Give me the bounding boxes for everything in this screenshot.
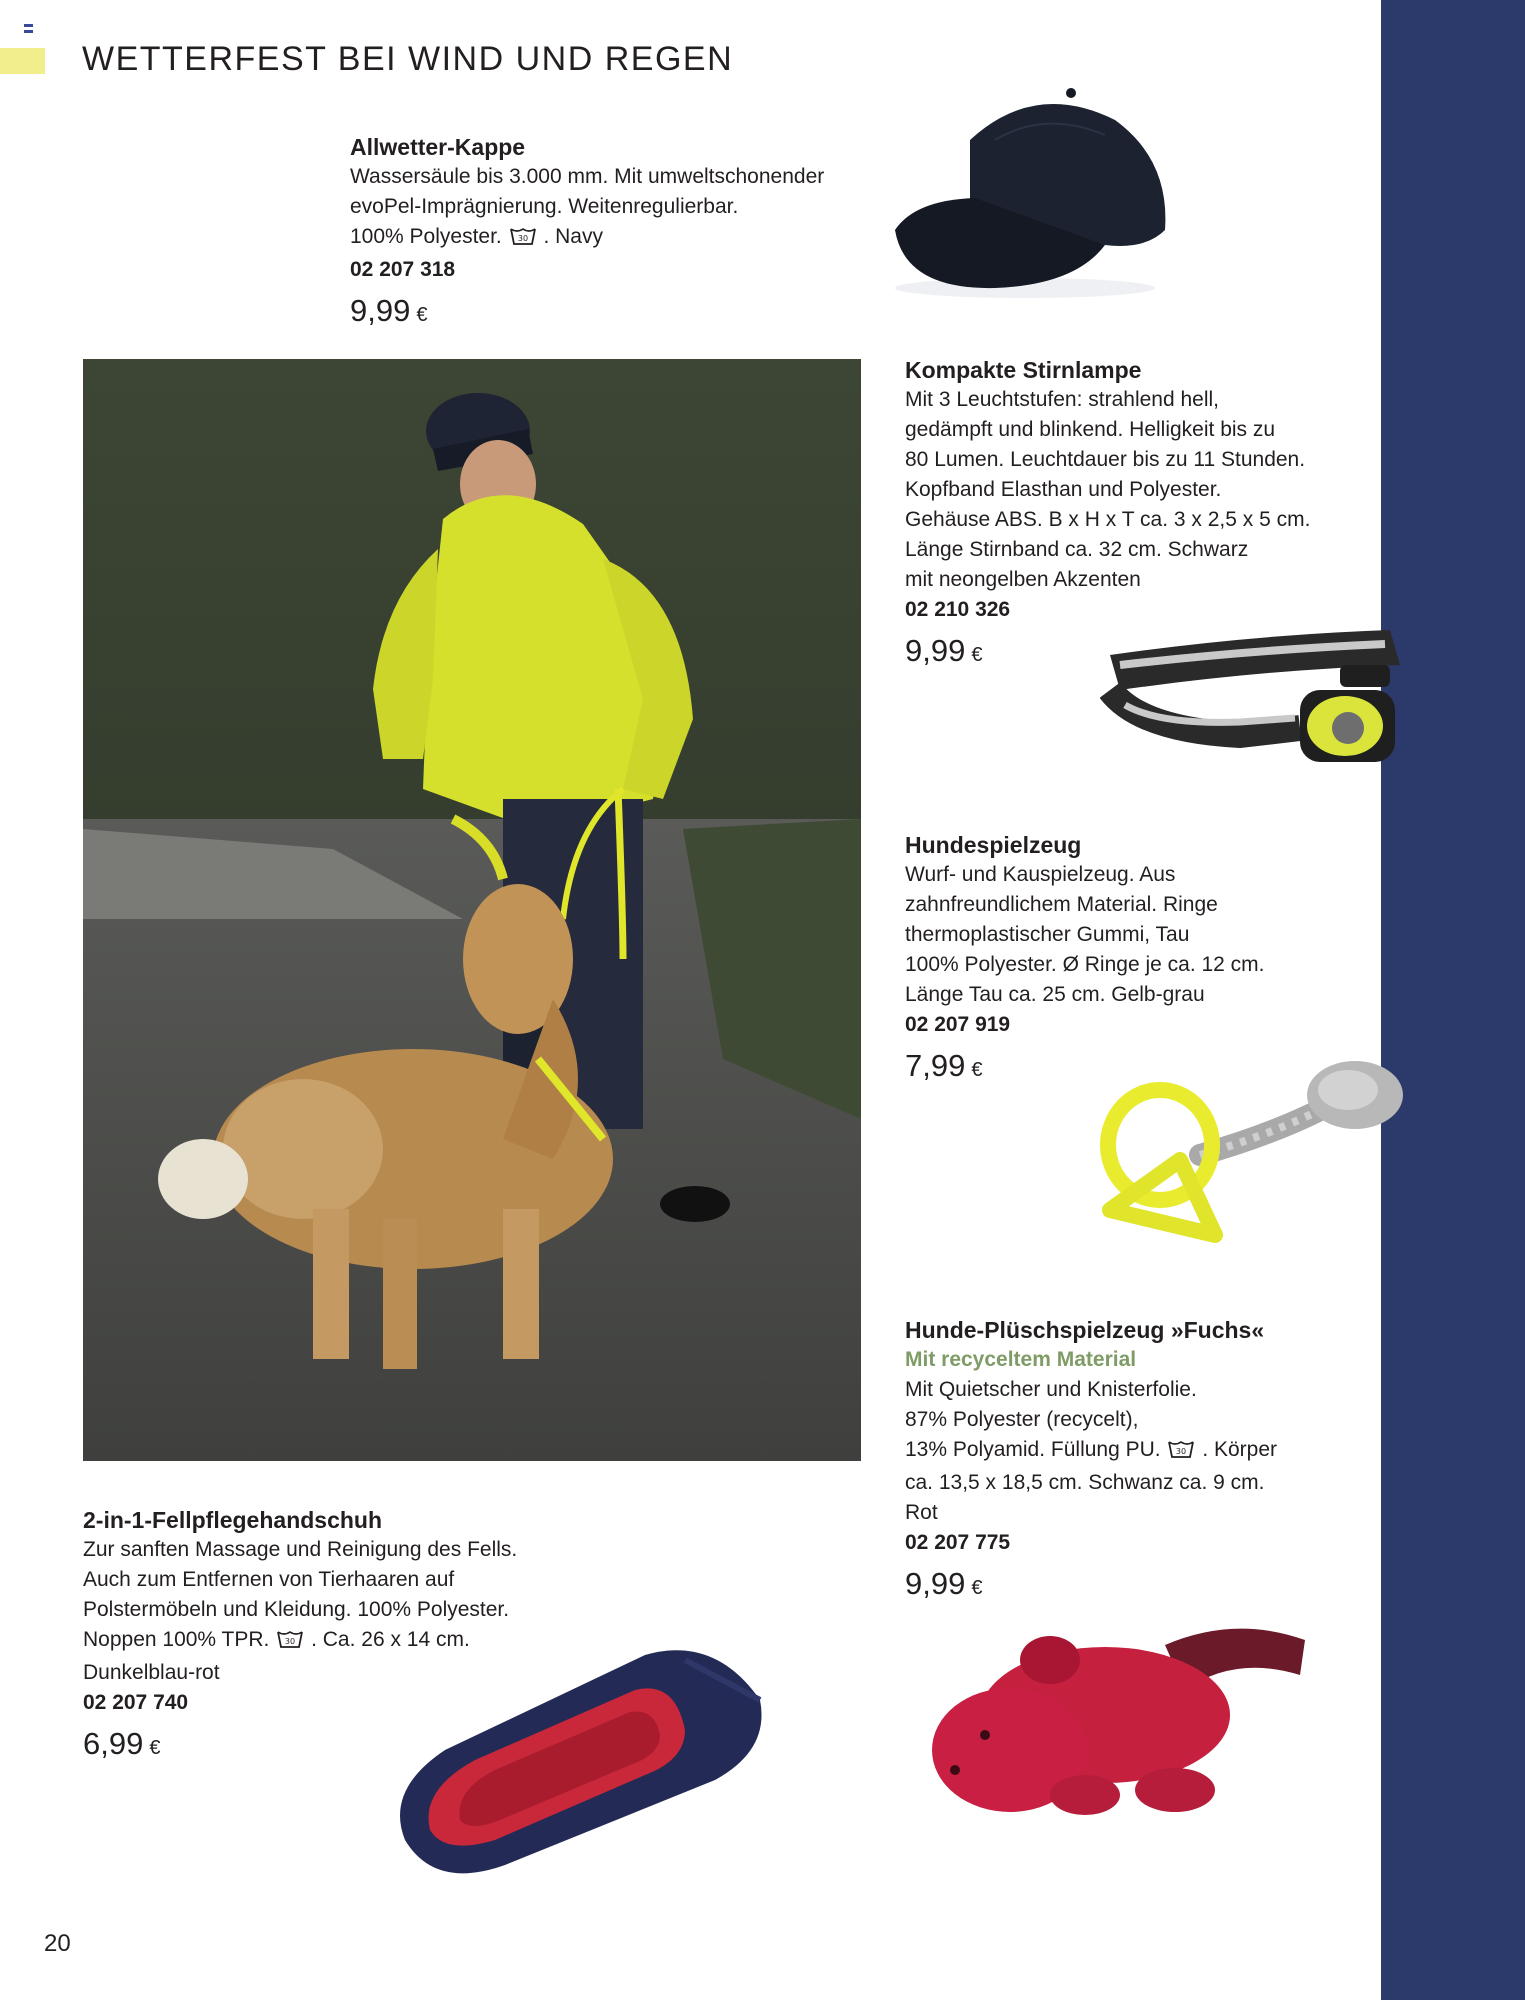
grooming-glove-image: [385, 1640, 775, 1885]
product-price: [905, 1562, 1375, 1610]
dog-walking-photo: [83, 359, 861, 1461]
product-subtitle: Mit recyceltem Material: [905, 1348, 1137, 1371]
product-description-line: 80 Lumen. Leuchtdauer bis zu 11 Stunden.: [905, 448, 1306, 471]
wash-symbol-icon: [510, 225, 536, 255]
svg-text:30: 30: [285, 1637, 296, 1646]
product-sku: 02 207 775: [905, 1531, 1011, 1554]
product-description-line: [350, 222, 870, 255]
product-description-line: Polstermöbeln und Kleidung. 100% Polyester.: [83, 1598, 510, 1621]
size-text: . Körper: [1202, 1438, 1278, 1461]
product-description-line: Rot: [905, 1501, 938, 1524]
product-description-line: zahnfreundlichem Material. Ringe: [905, 893, 1218, 916]
wash-symbol-icon: [1168, 1438, 1194, 1468]
product-sku: 02 207 919: [905, 1013, 1011, 1036]
product-name: Allwetter-Kappe: [350, 134, 526, 160]
product-description-line: evoPel-Imprägnierung. Weitenregulierbar.: [350, 195, 739, 218]
product-description-line: 100% Polyester. Ø Ringe je ca. 12 cm.: [905, 953, 1265, 976]
product-sku: 02 207 318: [350, 258, 456, 281]
product-description-line: ca. 13,5 x 18,5 cm. Schwanz ca. 9 cm.: [905, 1471, 1265, 1494]
cap-image: [875, 80, 1175, 310]
currency-symbol: €: [971, 644, 983, 666]
product-description-line: Wurf- und Kauspielzeug. Aus: [905, 863, 1176, 886]
color-text: . Navy: [543, 225, 603, 248]
page-number: 20: [44, 1930, 71, 1957]
price-value: 7,99: [905, 1048, 966, 1083]
product-description-line: Mit 3 Leuchtstufen: strahlend hell,: [905, 388, 1220, 411]
plush-fox-image: [915, 1605, 1315, 1840]
product-description-line: Zur sanften Massage und Reinigung des Fells.: [83, 1538, 518, 1561]
page-title: WETTERFEST BEI WIND UND REGEN: [82, 40, 734, 78]
price-value: 6,99: [83, 1726, 144, 1761]
product-name: Kompakte Stirnlampe: [905, 357, 1142, 383]
product-description-line: Gehäuse ABS. B x H x T ca. 3 x 2,5 x 5 cm.: [905, 508, 1311, 531]
product-description-line: gedämpft und blinkend. Helligkeit bis zu: [905, 418, 1276, 441]
product-description-line: thermoplastischer Gummi, Tau: [905, 923, 1190, 946]
product-description-line: mit neongelben Akzenten: [905, 568, 1141, 591]
size-text: . Ca. 26 x 14 cm.: [311, 1628, 470, 1651]
product-name: 2-in-1-Fellpflegehandschuh: [83, 1507, 383, 1533]
product-name: Hundespielzeug: [905, 832, 1082, 858]
section-tab-marker: [0, 48, 45, 74]
currency-symbol: €: [971, 1059, 983, 1081]
product-price: [350, 289, 870, 337]
price-value: 9,99: [350, 293, 411, 328]
side-color-band: [1381, 0, 1525, 2000]
material-text: 100% Polyester.: [350, 225, 502, 248]
headlamp-image: [1100, 610, 1410, 785]
product-description-line: 87% Polyester (recycelt),: [905, 1408, 1139, 1431]
product-sku: 02 207 740: [83, 1691, 189, 1714]
material-text: Noppen 100% TPR.: [83, 1628, 270, 1651]
product-description-line: Länge Tau ca. 25 cm. Gelb-grau: [905, 983, 1205, 1006]
currency-symbol: €: [971, 1577, 983, 1599]
product-name: Hunde-Plüschspielzeug »Fuchs«: [905, 1317, 1265, 1343]
wash-symbol-icon: [277, 1628, 303, 1658]
product-description-line: Länge Stirnband ca. 32 cm. Schwarz: [905, 538, 1249, 561]
product-description-line: Wassersäule bis 3.000 mm. Mit umweltschonender: [350, 165, 825, 188]
product-hunde-plueschspielzeug-fuchs: [905, 1315, 1375, 1610]
product-description-line: Kopfband Elasthan und Polyester.: [905, 478, 1222, 501]
rope-ring-toy-image: [1090, 1040, 1420, 1265]
product-allwetter-kappe: [350, 132, 870, 337]
price-value: 9,99: [905, 633, 966, 668]
svg-text:30: 30: [1176, 1447, 1187, 1456]
product-description-line: Mit Quietscher und Knisterfolie.: [905, 1378, 1197, 1401]
material-text: 13% Polyamid. Füllung PU.: [905, 1438, 1161, 1461]
currency-symbol: €: [416, 304, 428, 326]
flag-icon: [24, 24, 33, 33]
product-description-line: Dunkelblau-rot: [83, 1661, 220, 1684]
product-sku: 02 210 326: [905, 598, 1011, 621]
product-description-line: Auch zum Entfernen von Tierhaaren auf: [83, 1568, 455, 1591]
product-description-line: [905, 1435, 1375, 1468]
currency-symbol: €: [149, 1737, 161, 1759]
svg-text:30: 30: [517, 234, 528, 243]
price-value: 9,99: [905, 1566, 966, 1601]
